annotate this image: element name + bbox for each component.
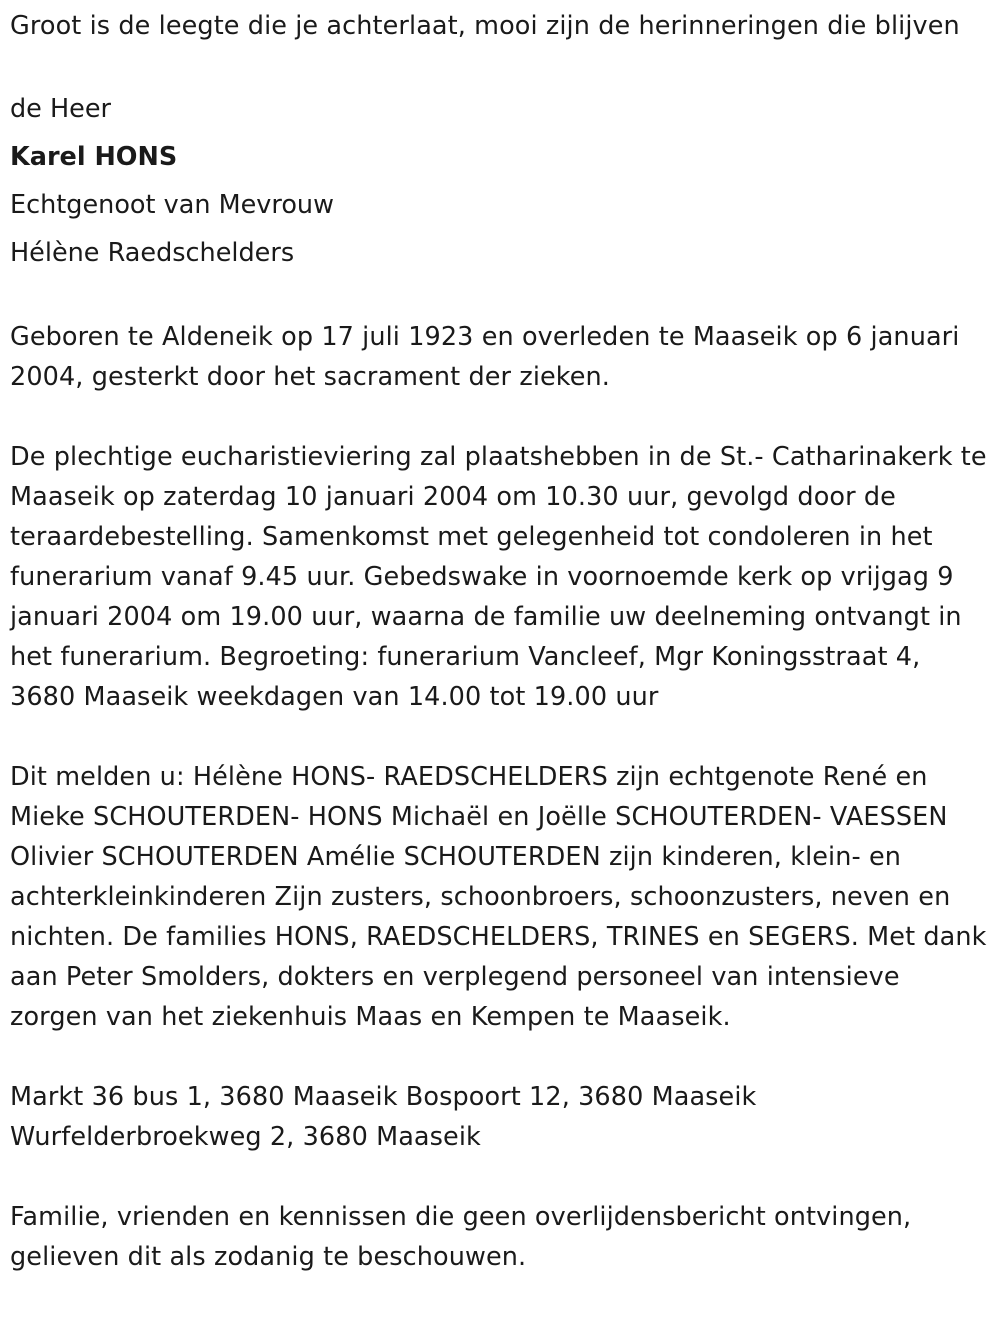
deceased-name: Karel HONS: [10, 142, 178, 172]
intro-quote: Groot is de leegte die je achterlaat, mooi zijn de herinneringen die blijven: [10, 11, 960, 41]
family-paragraph: Dit melden u: Hélène HONS- RAEDSCHELDERS zijn echtgenote René en Mieke SCHOUTERDEN- HONS Michaël en Joëlle SCHOUTERDEN- VAESSEN Olivier SCHOUTERDEN Amélie SCHOUTERDEN zijn kinderen, klein- en achterkleinkinderen Zijn zusters, schoonbroers, schoonzusters, neven en nichten. De families HONS, RAEDSCHELDERS, TRINES en SEGERS. Met dank aan Peter Smolders, dokters en verplegend personeel van intensieve zorgen van het ziekenhuis Maas en Kempen te Maaseik.: [10, 762, 987, 1032]
birth-death-paragraph: Geboren te Aldeneik op 17 juli 1923 en overleden te Maaseik op 6 januari 2004, gesterkt door het sacrament der zieken.: [10, 322, 960, 392]
spouse-line-2: Hélène Raedschelders: [10, 238, 295, 268]
ceremony-paragraph: De plechtige eucharistieviering zal plaatshebben in de St.- Catharinakerk te Maaseik op zaterdag 10 januari 2004 om 10.30 uur, gevolgd door de teraardebestelling. Samenkomst met gelegenheid tot condoleren in het funerarium vanaf 9.45 uur. Gebedswake in voornoemde kerk op vrijgag 9 januari 2004 om 19.00 uur, waarna de familie uw deelneming ontvangt in het funerarium. Begroeting: funerarium Vancleef, Mgr Koningsstraat 4, 3680 Maaseik weekdagen van 14.00 tot 19.00 uur: [10, 442, 987, 712]
deceased-block: [10, 85, 990, 277]
title-prefix: de Heer: [10, 94, 112, 124]
spouse-line-1: Echtgenoot van Mevrouw: [10, 190, 334, 220]
addresses-paragraph: Markt 36 bus 1, 3680 Maaseik Bospoort 12, 3680 Maaseik Wurfelderbroekweg 2, 3680 Maaseik: [10, 1082, 757, 1152]
closing-paragraph: Familie, vrienden en kennissen die geen overlijdensbericht ontvingen, gelieven dit als zodanig te beschouwen.: [10, 1202, 912, 1272]
